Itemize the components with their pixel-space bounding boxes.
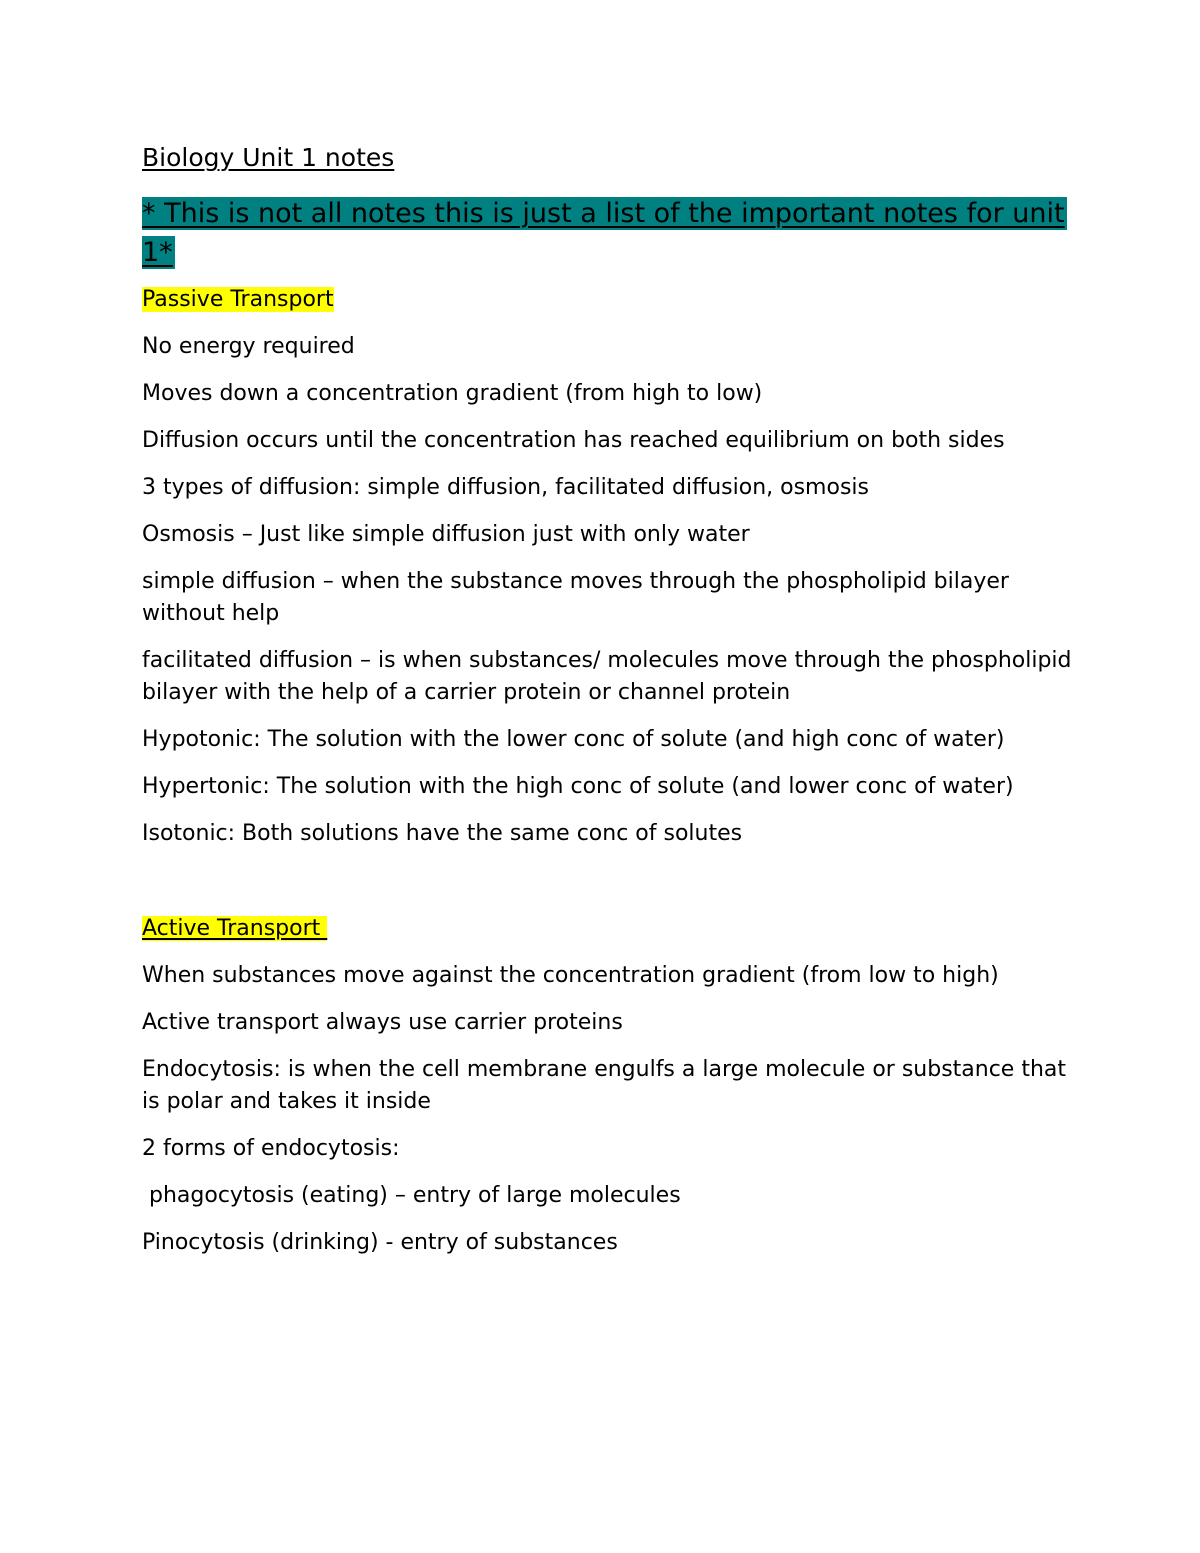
callout-text: * This is not all notes this is just a list of the important notes for unit 1* bbox=[142, 198, 1065, 268]
note-line: facilitated diffusion – is when substances/ molecules move through the phospholipid bilayer with the help of a carrier protein or channel protein bbox=[142, 648, 1072, 705]
note-line: Pinocytosis (drinking) - entry of substances bbox=[142, 1230, 618, 1255]
note-line: Endocytosis: is when the cell membrane engulfs a large molecule or substance that is polar and takes it inside bbox=[142, 1057, 1067, 1114]
section-heading-active-transport bbox=[142, 913, 1072, 945]
document-title: Biology Unit 1 notes bbox=[142, 143, 395, 172]
note-line: Moves down a concentration gradient (from high to low) bbox=[142, 381, 763, 406]
section-heading-passive-transport bbox=[142, 284, 1072, 316]
note-line: Osmosis – Just like simple diffusion just with only water bbox=[142, 522, 750, 547]
note-line: Active transport always use carrier proteins bbox=[142, 1010, 623, 1035]
note-line: 2 forms of endocytosis: bbox=[142, 1136, 400, 1161]
note-line: phagocytosis (eating) – entry of large molecules bbox=[142, 1183, 681, 1208]
section-spacer bbox=[142, 865, 1072, 913]
heading-text: Active Transport bbox=[142, 916, 328, 941]
important-notes-callout bbox=[142, 194, 1072, 272]
note-line: Hypotonic: The solution with the lower conc of solute (and high conc of water) bbox=[142, 727, 1005, 752]
note-line: No energy required bbox=[142, 334, 355, 359]
document-body bbox=[142, 138, 1072, 1274]
note-line: simple diffusion – when the substance moves through the phospholipid bilayer without help bbox=[142, 569, 1009, 626]
heading-text: Passive Transport bbox=[142, 287, 334, 312]
note-line: Diffusion occurs until the concentration has reached equilibrium on both sides bbox=[142, 428, 1005, 453]
note-line: Hypertonic: The solution with the high conc of solute (and lower conc of water) bbox=[142, 774, 1014, 799]
note-line: When substances move against the concentration gradient (from low to high) bbox=[142, 963, 999, 988]
note-line: Isotonic: Both solutions have the same conc of solutes bbox=[142, 821, 743, 846]
note-line: 3 types of diffusion: simple diffusion, facilitated diffusion, osmosis bbox=[142, 475, 869, 500]
